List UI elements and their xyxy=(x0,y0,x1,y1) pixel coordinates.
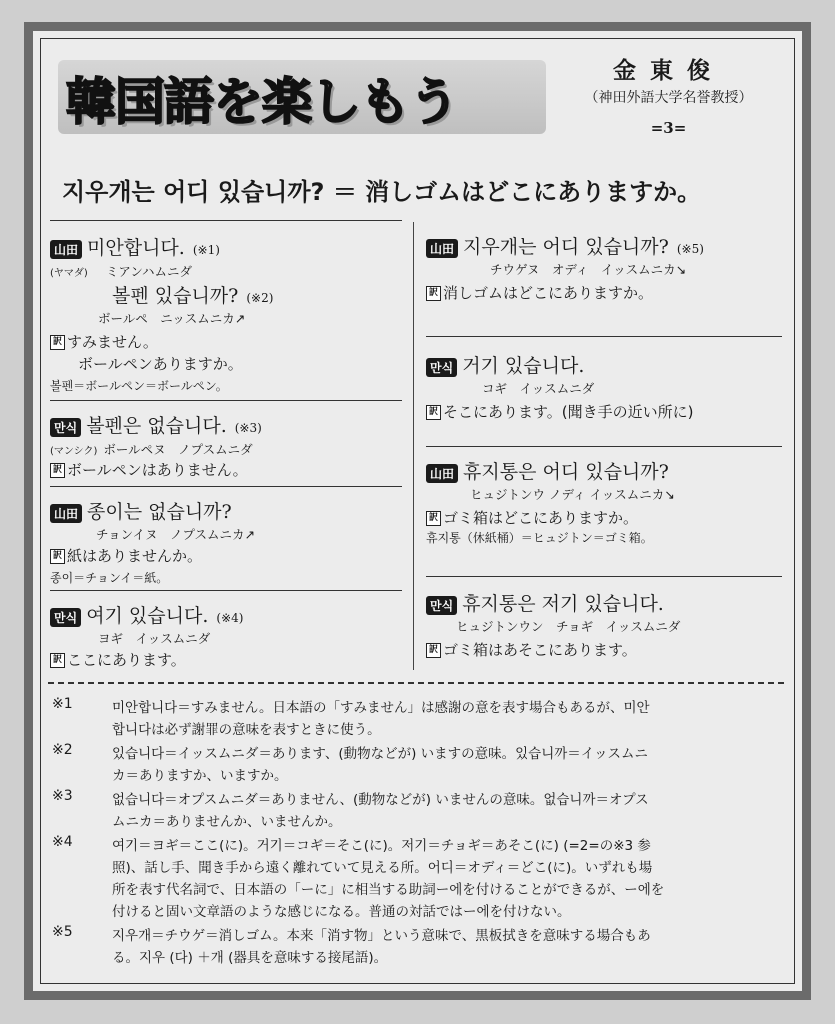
footnote-text: 지우개＝チウゲ＝消しゴム。本来「消す物」という意味で、黒板拭きを意味する場合もあ xyxy=(112,928,651,944)
translation-line: ボールペンありますか。 xyxy=(78,355,243,373)
speaker-badge: 山田 xyxy=(50,240,82,259)
footnote-text: 付けると固い文章語のような感じになる。普通の対話ではー에を付けない。 xyxy=(112,904,571,920)
dialogue-block xyxy=(426,220,782,332)
issue-number: =3= xyxy=(650,119,687,137)
translation-line: 消しゴムはどこにありますか。 xyxy=(443,284,654,302)
translation-line: すみません。 xyxy=(67,333,158,351)
translation-line: ゴミ箱はあそこにあります。 xyxy=(443,641,637,659)
korean-line: 거기 있습니다. xyxy=(462,355,585,377)
katakana-reading: コギ イッスムニダ xyxy=(482,381,595,396)
translation-line: 紙はありませんか。 xyxy=(67,547,203,565)
speaker-badge: 山田 xyxy=(50,504,82,523)
korean-line: 지우개는 어디 있습니까? xyxy=(463,236,669,258)
footnote-mark: ※3 xyxy=(52,788,73,804)
katakana-reading: チウゲヌ オディ イッスムニカ↘ xyxy=(490,262,687,277)
translation-mark: 訳 xyxy=(50,549,65,564)
speaker-reading: (ヤマダ) xyxy=(50,268,88,279)
footnote-text: 所を表す代名詞で、日本語の「ーに」に相当する助詞ー에を付けることができるが、ー에を xyxy=(112,882,665,898)
korean-line: 종이는 없습니까? xyxy=(87,501,232,523)
speaker-badge: 山田 xyxy=(426,239,458,258)
korean-line: 미안합니다. xyxy=(87,237,185,259)
footnote-text: ムニカ＝ありませんか、いませんか。 xyxy=(112,814,342,830)
korean-line: 여기 있습니다. xyxy=(86,605,209,627)
vocab-note: 휴지통（休紙桶）＝ヒュジトン＝ゴミ箱。 xyxy=(426,531,653,545)
footnote-ref: (※1) xyxy=(192,243,220,257)
translation-line: ゴミ箱はどこにありますか。 xyxy=(443,509,639,527)
katakana-reading: ヒュジトンウ ノディ イッスムニカ↘ xyxy=(470,487,675,502)
footnote-mark: ※1 xyxy=(52,696,73,712)
katakana-reading: ミアンハムニダ xyxy=(105,264,192,279)
speaker-badge: 만식 xyxy=(426,596,457,615)
footnote-text: 합니다は必ず謝罪の意味を表すときに使う。 xyxy=(112,722,381,738)
translation-line: ここにあります。 xyxy=(67,651,186,669)
speaker-reading: (マンシク) xyxy=(50,446,98,457)
footnote-text: 照)、話し手、聞き手から遠く離れていて見える所。어디＝オディ＝どこ(に)。いずれも場 xyxy=(112,860,653,876)
footnote-mark: ※4 xyxy=(52,834,73,850)
translation-mark: 訳 xyxy=(50,653,65,668)
lesson-headline: 지우개는 어디 있습니까? ＝ 消しゴムはどこにありますか。 xyxy=(62,178,702,206)
speaker-badge: 만식 xyxy=(50,608,81,627)
footnote-ref: (※4) xyxy=(216,611,244,625)
translation-mark: 訳 xyxy=(50,463,65,478)
dialogue-block xyxy=(50,590,402,671)
translation-mark: 訳 xyxy=(426,405,441,420)
katakana-reading: ボールペ ニッスムニカ↗ xyxy=(98,311,246,326)
dialogue-block xyxy=(50,486,402,597)
translation-mark: 訳 xyxy=(426,286,441,301)
author-name: 金東俊 xyxy=(613,57,724,84)
katakana-reading: ヨギ イッスムニダ xyxy=(98,631,211,646)
column-title: 韓国語を楽しもう xyxy=(66,73,458,131)
speaker-badge: 山田 xyxy=(426,464,458,483)
footnote-ref: (※2) xyxy=(246,291,274,305)
korean-line: 휴지통은 저기 있습니다. xyxy=(462,593,664,615)
katakana-reading: ヒュジトンウン チョギ イッスムニダ xyxy=(456,619,681,634)
korean-line: 볼펜 있습니까? xyxy=(112,285,239,307)
dialogue-block xyxy=(426,446,782,577)
footnote-mark: ※5 xyxy=(52,924,73,940)
footnote-text: カ＝ありますか、いますか。 xyxy=(112,768,288,784)
footnote-text: 미안합니다＝すみません。日本語の「すみません」は感謝の意を表す場合もあるが、미안 xyxy=(112,700,650,716)
dialogue-block xyxy=(426,336,782,449)
translation-mark: 訳 xyxy=(426,643,441,658)
author-block xyxy=(566,52,771,137)
footnote-text: 여기＝ヨギ＝ここ(に)。거기＝コギ＝そこ(に)。저기＝チョギ＝あそこ(に) (=2=の※3 参 xyxy=(112,838,651,854)
vocab-note: 종이＝チョンイ＝紙。 xyxy=(50,571,169,585)
vocab-note: 볼펜＝ボールペン＝ボールペン。 xyxy=(50,379,228,393)
translation-mark: 訳 xyxy=(426,511,441,526)
footnote-mark: ※2 xyxy=(52,742,73,758)
column-divider xyxy=(413,222,414,670)
katakana-reading: チョンイヌ ノプスムニカ↗ xyxy=(96,527,255,542)
dialogue-block xyxy=(50,400,402,487)
translation-line: ボールペンはありません。 xyxy=(67,461,248,479)
footnote-text: る。지우 (다) ＋개 (器具を意味する接尾語)。 xyxy=(112,950,388,966)
translation-mark: 訳 xyxy=(50,335,65,350)
footnote-text: 있습니다＝イッスムニダ＝あります、(動物などが) いますの意味。있습니까＝イッスムニ xyxy=(112,746,649,762)
korean-line: 휴지통은 어디 있습니까? xyxy=(463,461,669,483)
footnote-ref: (※5) xyxy=(676,242,704,256)
dialogue-block xyxy=(50,220,402,401)
footnote-ref: (※3) xyxy=(234,421,262,435)
korean-line: 볼펜은 없습니다. xyxy=(86,415,227,437)
speaker-badge: 만식 xyxy=(426,358,457,377)
speaker-badge: 만식 xyxy=(50,418,81,437)
author-affiliation: （神田外語大学名誉教授） xyxy=(584,90,753,106)
katakana-reading: ボールペヌ ノプスムニダ xyxy=(103,442,253,457)
dialogue-block xyxy=(426,576,782,677)
translation-line: そこにあります。(聞き手の近い所に) xyxy=(443,403,694,421)
footnote-text: 없습니다＝オプスムニダ＝ありません、(動物などが) いませんの意味。없습니까＝オプス xyxy=(112,792,649,808)
notes-divider xyxy=(48,682,784,684)
